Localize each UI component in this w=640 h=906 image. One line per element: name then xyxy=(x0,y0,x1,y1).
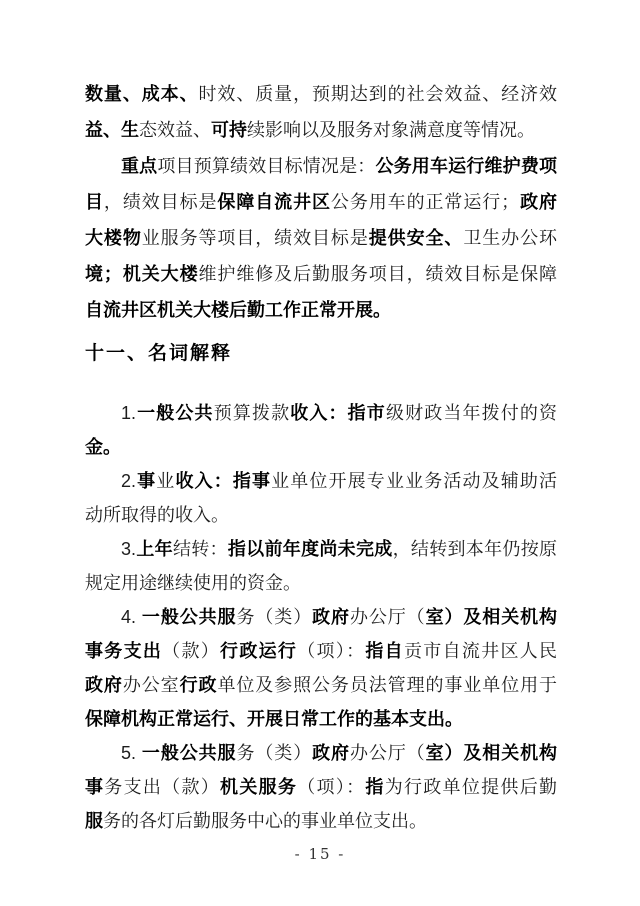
text-run: 室）及相关机构 xyxy=(425,607,557,627)
text-run: 室）及相关机构 xyxy=(425,743,557,763)
text-run: 事 xyxy=(85,777,105,797)
text-line xyxy=(85,804,557,838)
text-run: 指 xyxy=(365,777,385,797)
text-run: 指以前年度尚未完成 xyxy=(227,539,393,559)
text-run: 贡市自流井区人民 xyxy=(403,641,557,661)
text-line xyxy=(85,112,557,148)
text-line xyxy=(85,600,557,634)
text-run: 行政运行 xyxy=(220,641,298,661)
text-run: 务支出（款） xyxy=(104,777,221,797)
text-run: 务的各灯后勤服务中心的事业单位支出。 xyxy=(103,811,427,831)
text-run: 上年 xyxy=(136,539,173,559)
text-run: 办公厅（ xyxy=(349,743,426,763)
text-run: 务（类） xyxy=(236,607,313,627)
text-run: 4. xyxy=(121,607,142,627)
text-run: 事务支出 xyxy=(85,641,163,661)
text-line xyxy=(85,668,557,702)
text-run: 为行政单位提供后勤 xyxy=(384,777,557,797)
text-run: 公务用车的正常运行； xyxy=(330,192,520,212)
text-run: 可持 xyxy=(211,120,247,140)
text-run: 十一、名词解释 xyxy=(85,343,233,364)
text-run: 业 xyxy=(156,471,176,491)
text-run: （项）： xyxy=(297,777,366,797)
text-line xyxy=(85,292,557,328)
text-run: 一般公共 xyxy=(136,403,214,423)
page-number: - 15 - xyxy=(294,845,346,863)
text-run: （款） xyxy=(162,641,221,661)
text-run: 政府 xyxy=(312,743,350,763)
text-run: 服 xyxy=(85,811,103,831)
text-line xyxy=(85,634,557,668)
text-line xyxy=(85,256,557,292)
text-line xyxy=(85,184,557,220)
text-run: （项）： xyxy=(297,641,366,661)
text-line xyxy=(85,76,557,112)
text-run: 业服务等项目，绩效目标是 xyxy=(141,228,369,248)
text-run: 大楼物 xyxy=(85,228,142,248)
text-run: 预算拨款 xyxy=(213,403,291,423)
text-run: 自流井区机关大楼后勤工作正常开展。 xyxy=(85,300,391,320)
text-run: 数量、成本、 xyxy=(85,84,199,104)
text-run: 办公厅（ xyxy=(349,607,426,627)
text-run: 一般公共服 xyxy=(141,743,237,763)
text-line xyxy=(85,220,557,256)
text-run: 机关服务 xyxy=(220,777,298,797)
text-run: 续影响以及服务对象满意度等情况。 xyxy=(247,120,535,140)
section-heading xyxy=(85,336,557,372)
document-body xyxy=(85,76,557,838)
text-run: 一般公共服 xyxy=(141,607,237,627)
text-run: 政府 xyxy=(85,675,123,695)
text-run: 境；机关大楼 xyxy=(85,264,199,284)
text-run: 1. xyxy=(121,403,137,423)
text-run: 级财政当年拨付的资 xyxy=(385,403,557,423)
text-run: ，结转到本年仍按原 xyxy=(392,539,557,559)
text-run: 金。 xyxy=(85,437,121,457)
text-line xyxy=(85,566,557,600)
text-run: 2. xyxy=(121,471,137,491)
text-line xyxy=(85,498,557,532)
text-run: 办公室 xyxy=(122,675,180,695)
text-run: 目 xyxy=(85,192,104,212)
text-run: 收入：指市 xyxy=(290,403,386,423)
text-run: 单位及参照公务员法管理的事业单位用于 xyxy=(217,675,557,695)
text-run: 政府 xyxy=(519,192,557,212)
text-run: 业单位开展专业业务活动及辅助活 xyxy=(271,471,557,491)
text-run: 规定用途继续使用的资金。 xyxy=(85,573,301,593)
text-run: 收入：指事 xyxy=(175,471,272,491)
text-run: 时效、质量，预期达到的社会效益、经济效 xyxy=(198,84,557,104)
text-line xyxy=(85,736,557,770)
text-run: 重点 xyxy=(121,156,158,176)
text-line xyxy=(85,148,557,184)
text-run: 保障机构正常运行、开展日常工作的基本支出。 xyxy=(85,709,463,729)
text-line xyxy=(85,430,557,464)
text-line xyxy=(85,396,557,430)
text-run: 提供安全、 xyxy=(368,228,464,248)
text-line xyxy=(85,770,557,804)
text-run: ，绩效目标是 xyxy=(103,192,218,212)
text-run: 结转： xyxy=(172,539,228,559)
text-run: 维护维修及后勤服务项目，绩效目标是保障 xyxy=(198,264,557,284)
text-run: 项目预算绩效目标情况是： xyxy=(157,156,376,176)
text-run: 3. xyxy=(121,539,137,559)
text-run: 政府 xyxy=(312,607,350,627)
text-run: 保障自流井区 xyxy=(217,192,331,212)
text-line xyxy=(85,464,557,498)
text-run: 动所取得的收入。 xyxy=(85,505,229,525)
text-run: 卫生办公环 xyxy=(463,228,557,248)
text-run: 行政 xyxy=(179,675,218,695)
text-run: 公务用车运行维护费项 xyxy=(375,156,557,176)
text-run: 务（类） xyxy=(236,743,313,763)
text-run: 态效益、 xyxy=(139,120,211,140)
text-run: 5. xyxy=(121,743,142,763)
text-line xyxy=(85,532,557,566)
text-run: 益、生 xyxy=(85,120,139,140)
text-run: 事 xyxy=(136,471,157,491)
text-run: 指自 xyxy=(365,641,404,661)
text-line xyxy=(85,702,557,736)
